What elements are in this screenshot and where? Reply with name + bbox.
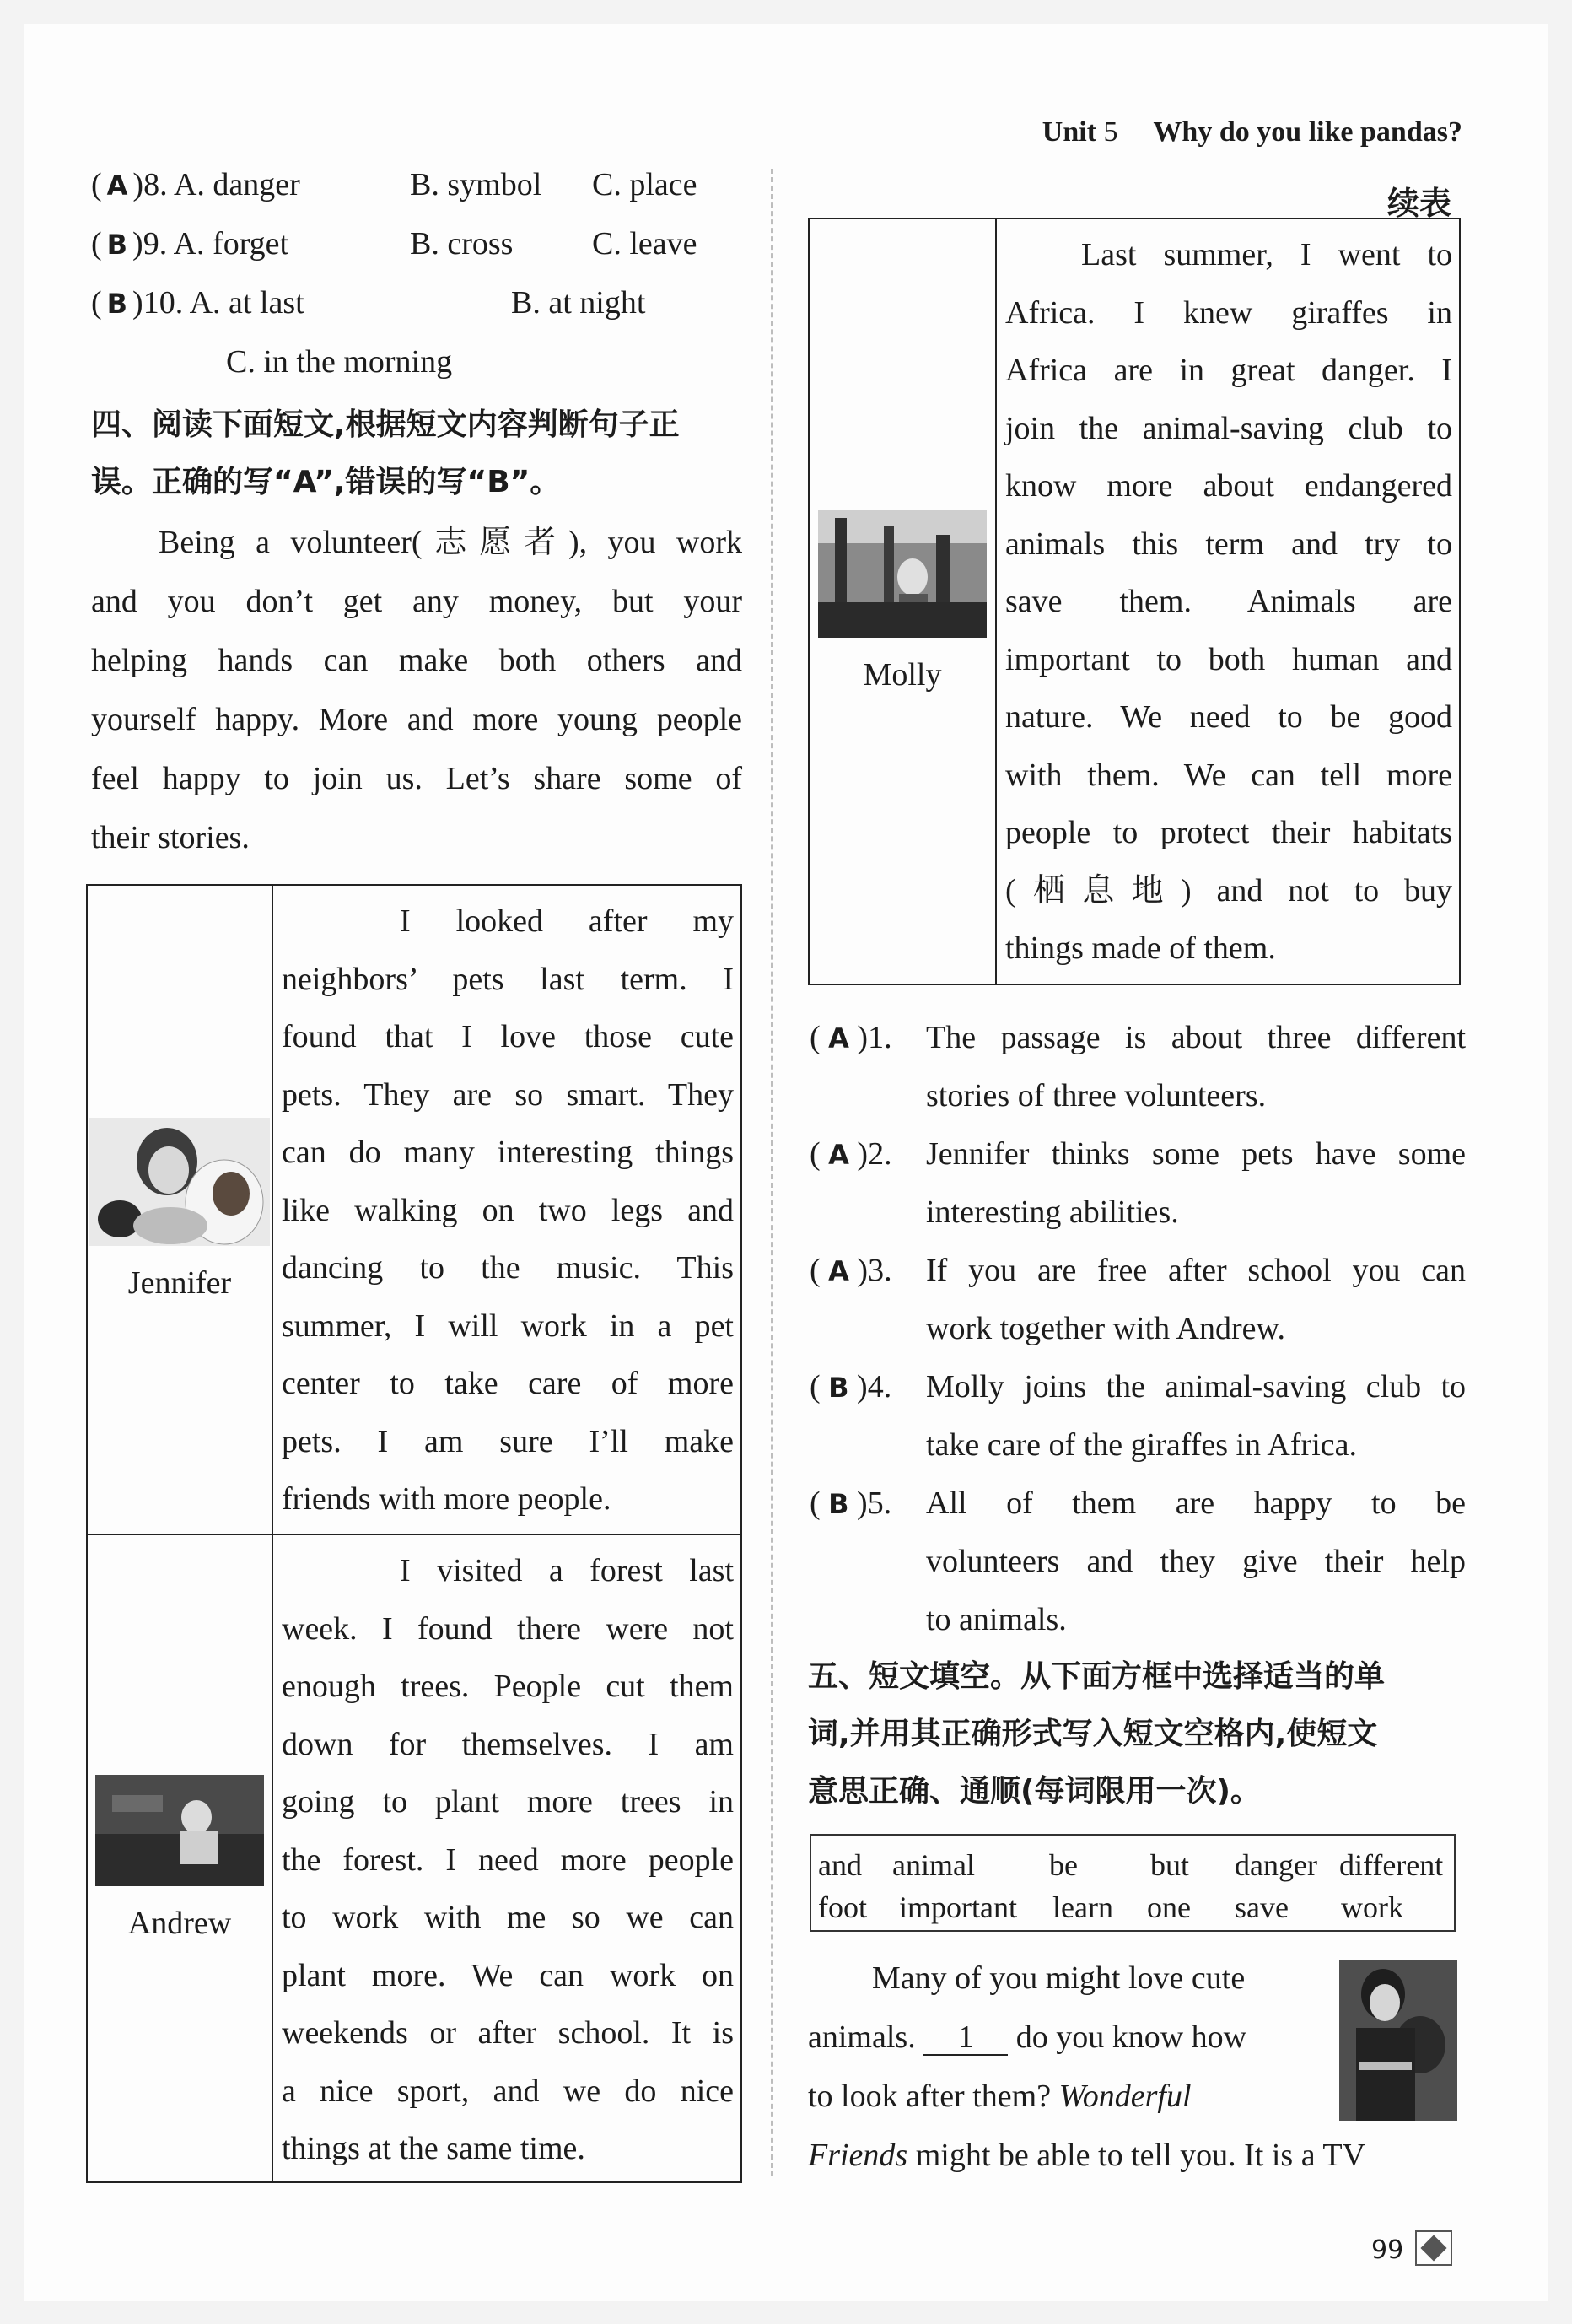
tf-question-5: ( B )5. All of them are happy to be volunteers and they give their help to animals. — [810, 1486, 1466, 1637]
word-one: one — [1147, 1890, 1191, 1924]
word-bank — [810, 1834, 1456, 1932]
jennifer-photo-cell — [87, 885, 272, 1534]
diamond-icon — [1415, 2230, 1452, 2266]
tf-question-3: ( A )3. If you are free after school you can work together with Andrew. — [810, 1253, 1466, 1346]
story-row-jennifer — [87, 885, 741, 1534]
mc-9-option-b: B. cross — [410, 226, 514, 262]
andrew-name: Andrew — [127, 1906, 232, 1941]
unit-title: Why do you like pandas? — [1153, 116, 1462, 148]
mc-9-option-c: C. leave — [592, 226, 697, 262]
molly-name: Molly — [863, 657, 942, 693]
story-table-right — [808, 218, 1461, 985]
section-5-heading: 五、短文填空。从下面方框中选择适当的单 词,并用其正确形式写入短文空格内,使短文 意思正确、通顺(每词限用一次)。 — [808, 1659, 1386, 1809]
tf-questions — [810, 1009, 1466, 1649]
mc-10-option-c: C. in the morning — [226, 344, 453, 380]
andrew-photo-cell — [87, 1534, 272, 2182]
word-be: be — [1049, 1848, 1078, 1882]
mc-question-9: ( B )9. A. forget — [91, 226, 289, 262]
continued-label: 续表 — [1387, 185, 1452, 222]
word-save: save — [1235, 1890, 1289, 1924]
word-danger: danger — [1235, 1848, 1317, 1882]
word-work: work — [1341, 1890, 1403, 1924]
jennifer-name: Jennifer — [127, 1265, 232, 1301]
molly-photo-cell — [809, 218, 996, 984]
tf-question-2: ( A )2. Jennifer thinks some pets have some interesting abilities. — [810, 1136, 1466, 1230]
word-but: but — [1150, 1848, 1190, 1882]
tf-question-1: ( A )1. The passage is about three different stories of three volunteers. — [810, 1020, 1466, 1113]
word-and: and — [818, 1848, 862, 1882]
cloze-line-3: to look after them? Wonderful — [808, 2079, 1192, 2114]
cloze-line-2: animals. 1 do you know how — [808, 2019, 1247, 2055]
word-different: different — [1339, 1848, 1444, 1882]
mc-8-option-b: B. symbol — [410, 167, 542, 202]
cloze-line-4: Friends might be able to tell you. It is a TV — [808, 2138, 1366, 2173]
jennifer-story-text: I looked after my neighbors’ pets last term. I found that I love those cute pets. They are so smart. They can do many interesting things like walking on two legs and dancing to the music. This summer, I will work in a pet center to take care of more pets. I am sure I’ll make friends with more people. — [272, 885, 741, 1534]
word-important: important — [899, 1890, 1017, 1924]
mc-10-option-b: B. at night — [511, 285, 646, 321]
section-4-intro: Being a volunteer(志愿者), you work and you don’t get any money, but your helping hands can make both others and yourself happy. More and more young people feel happy to join us. Let’s share some of their stories. — [91, 525, 742, 855]
column-divider — [771, 169, 773, 2176]
tf-question-4: ( B )4. Molly joins the animal-saving club to take care of the giraffes in Africa. — [810, 1369, 1466, 1463]
cloze-passage — [808, 1949, 1466, 2185]
page-number: 99 — [1371, 2235, 1404, 2265]
story-row-andrew — [87, 1534, 741, 2182]
jennifer-photo — [89, 1118, 270, 1246]
andrew-photo — [95, 1775, 264, 1886]
story-table-left — [86, 884, 742, 2183]
running-header — [1042, 116, 1462, 148]
word-learn: learn — [1052, 1890, 1113, 1924]
cloze-line-1: Many of you might love cute — [872, 1960, 1246, 1996]
molly-story-text: Last summer, I went to Africa. I knew giraffes in Africa are in great danger. I join the animal-saving club to know more about endangered animals this term and try to save them. Animals are important to both human and nature. We need to be good with them. We can tell more people to protect their habitats (栖息地) and not to buy things made of them. — [996, 218, 1460, 984]
word-foot: foot — [818, 1890, 867, 1924]
andrew-story-text: I visited a forest last week. I found there were not enough trees. People cut them down for themselves. I am going to plant more trees in the forest. I need more people to work with me so we can plant more. We can work on weekends or after school. It is a nice sport, and we do nice things at the same time. — [272, 1534, 741, 2182]
word-animal: animal — [892, 1848, 975, 1882]
molly-photo — [818, 510, 987, 638]
mc-question-10: ( B )10. A. at last — [91, 285, 304, 321]
story-row-molly — [809, 218, 1460, 984]
section-4-heading: 四、阅读下面短文,根据短文内容判断句子正 误。正确的写“A”,错误的写“B”。 — [91, 407, 680, 499]
blank-1[interactable]: 1 — [923, 2020, 1008, 2056]
unit-label: Unit 5 — [1042, 116, 1118, 148]
mc-8-option-c: C. place — [592, 167, 697, 202]
mc-question-8: ( A )8. A. danger — [91, 167, 300, 202]
